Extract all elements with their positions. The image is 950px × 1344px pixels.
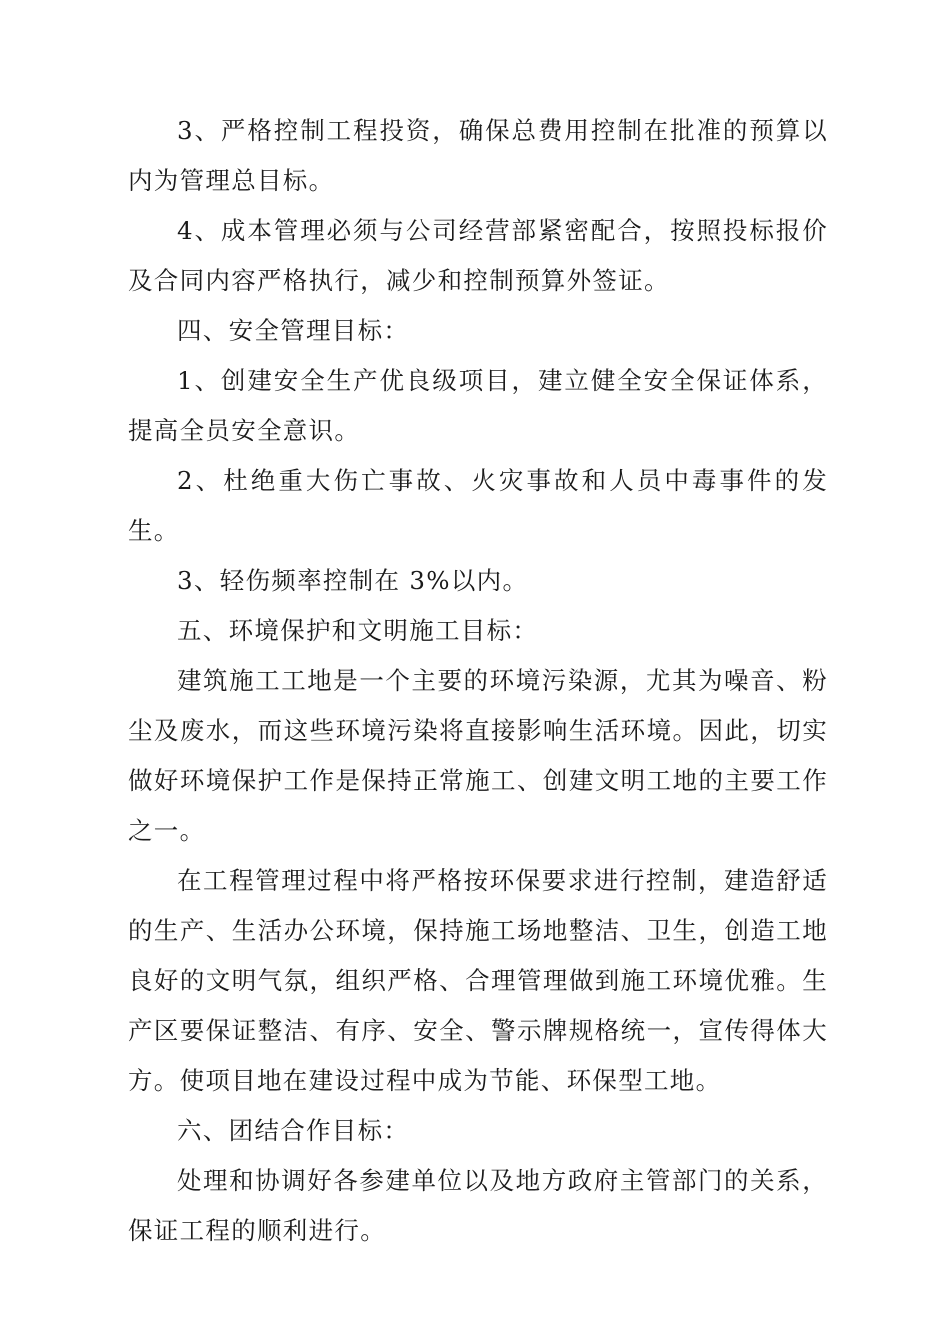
heading-safety-goals: 四、安全管理目标： [177,316,410,345]
paragraph-safety-accidents: 2、杜绝重大伤亡事故、火灾事故和人员中毒事件的发生。 [128,466,828,545]
paragraph-teamwork: 处理和协调好各参建单位以及地方政府主管部门的关系，保证工程的顺利进行。 [128,1166,828,1245]
paragraph-cost-investment: 3、严格控制工程投资，确保总费用控制在批准的预算以内为管理总目标。 [128,116,828,195]
heading-teamwork-goals: 六、团结合作目标： [177,1116,410,1145]
paragraph-cost-coordination: 4、成本管理必须与公司经营部紧密配合，按照投标报价及合同内容严格执行，减少和控制预算外签证。 [128,216,828,295]
document-body [128,106,828,1256]
paragraph-environment-control: 在工程管理过程中将严格按环保要求进行控制，建造舒适的生产、生活办公环境，保持施工场地整洁、卫生，创造工地良好的文明气氛，组织严格、合理管理做到施工环境优雅。生产区要保证整洁、有序、安全、警示牌规格统一，宣传得体大方。使项目地在建设过程中成为节能、环保型工地。 [128,866,828,1095]
paragraph-environment-pollution: 建筑施工工地是一个主要的环境污染源，尤其为噪音、粉尘及废水，而这些环境污染将直接影响生活环境。因此，切实做好环境保护工作是保持正常施工、创建文明工地的主要工作之一。 [128,666,828,845]
paragraph-injury-rate: 3、轻伤频率控制在 3%以内。 [177,566,529,595]
paragraph-safety-project: 1、创建安全生产优良级项目，建立健全安全保证体系，提高全员安全意识。 [128,366,828,445]
heading-environment-goals: 五、环境保护和文明施工目标： [177,616,539,645]
